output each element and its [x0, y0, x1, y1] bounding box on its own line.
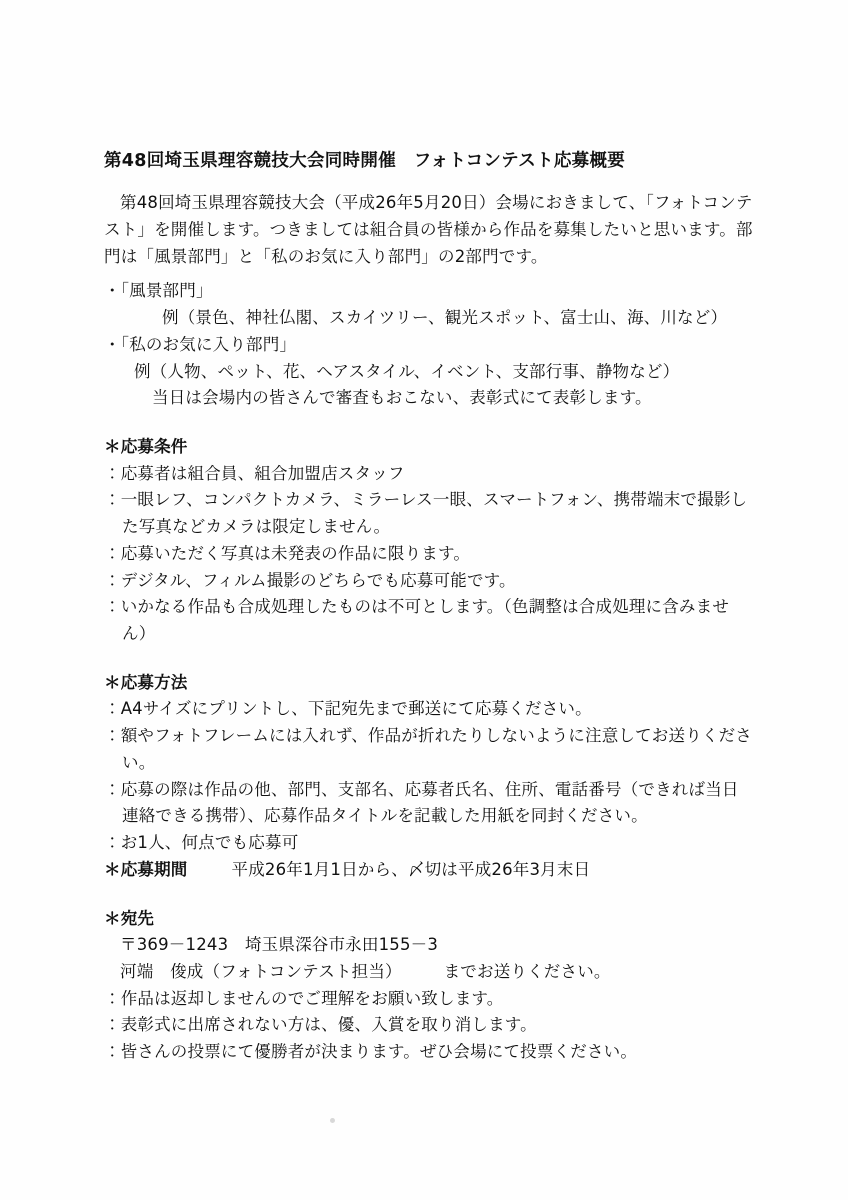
entry-method-item: ：A4サイズにプリントし、下記宛先まで郵送にて応募ください。 — [104, 699, 592, 719]
entry-requirement-item: ：応募者は組合員、組合加盟店スタッフ — [104, 463, 405, 483]
entry-requirement-item: ：一眼レフ、コンパクトカメラ、ミラーレス一眼、スマートフォン、携帯端末で撮影した写真などカメラは限定しません。 — [104, 490, 748, 537]
entry-method-item: ：額やフォトフレームには入れず、作品が折れたりしないように注意してお送りください。 — [104, 726, 752, 772]
category-2-example: 例（人物、ペット、花、ヘアスタイル、イベント、支部行事、静物など） — [134, 361, 680, 381]
category-2-note: 当日は会場内の皆さんで審査もおこない、表彰式にて表彰します。 — [152, 388, 652, 408]
section-address-heading: ＊宛先 — [104, 908, 155, 928]
entry-requirement-item: ：デジタル、フィルム撮影のどちらでも応募可能です。 — [104, 570, 516, 590]
entry-period-label: ＊応募期間 — [104, 859, 188, 879]
section-entry-requirements-heading: ＊応募条件 — [104, 437, 188, 456]
address-note: ：皆さんの投票にて優勝者が決まります。ぜひ会場にて投票ください。 — [104, 1042, 638, 1062]
entry-period-row — [104, 857, 754, 884]
address-line: 河端 俊成（フォトコンテスト担当） までお送りください。 — [120, 961, 611, 981]
address-note: ：表彰式に出席されない方は、優、入賞を取り消します。 — [104, 1015, 537, 1035]
document-title: 第48回埼玉県理容競技大会同時開催 フォトコンテスト応募概要 — [104, 151, 626, 171]
entry-requirement-item: ：いかなる作品も合成処理したものは不可とします。（色調整は合成処理に含みません） — [104, 597, 730, 644]
section-entry-method-heading: ＊応募方法 — [104, 672, 188, 692]
address-note: ：作品は返却しませんのでご理解をお願い致します。 — [104, 988, 504, 1008]
address-line: 〒369－1243 埼玉県深谷市永田155－3 — [120, 935, 439, 955]
entry-period-value: 平成26年1月1日から、〆切は平成26年3月末日 — [231, 859, 591, 879]
scan-artifact — [330, 1118, 335, 1123]
document-body — [104, 148, 754, 1066]
category-2-heading: ・「私のお気に入り部門」 — [104, 334, 297, 354]
category-1-heading: ・「風景部門」 — [104, 281, 213, 301]
entry-method-item: ：お1人、何点でも応募可 — [104, 833, 299, 853]
entry-method-item: ：応募の際は作品の他、部門、支部名、応募者氏名、住所、電話番号（できれば当日連絡できる携帯）、応募作品タイトルを記載した用紙を同封ください。 — [104, 779, 739, 826]
category-1-example: 例（景色、神社仏閣、スカイツリー、観光スポット、富士山、海、川など） — [162, 308, 728, 328]
intro-paragraph: 第48回埼玉県理容競技大会（平成26年5月20日）会場におきまして、「フォトコンテスト」を開催します。つきましては組合員の皆様から作品を募集したいと思います。部門は「風景部門」と「私のお気に入り部門」の2部門です。 — [104, 193, 753, 266]
entry-requirement-item: ：応募いただく写真は未発表の作品に限ります。 — [104, 543, 471, 563]
